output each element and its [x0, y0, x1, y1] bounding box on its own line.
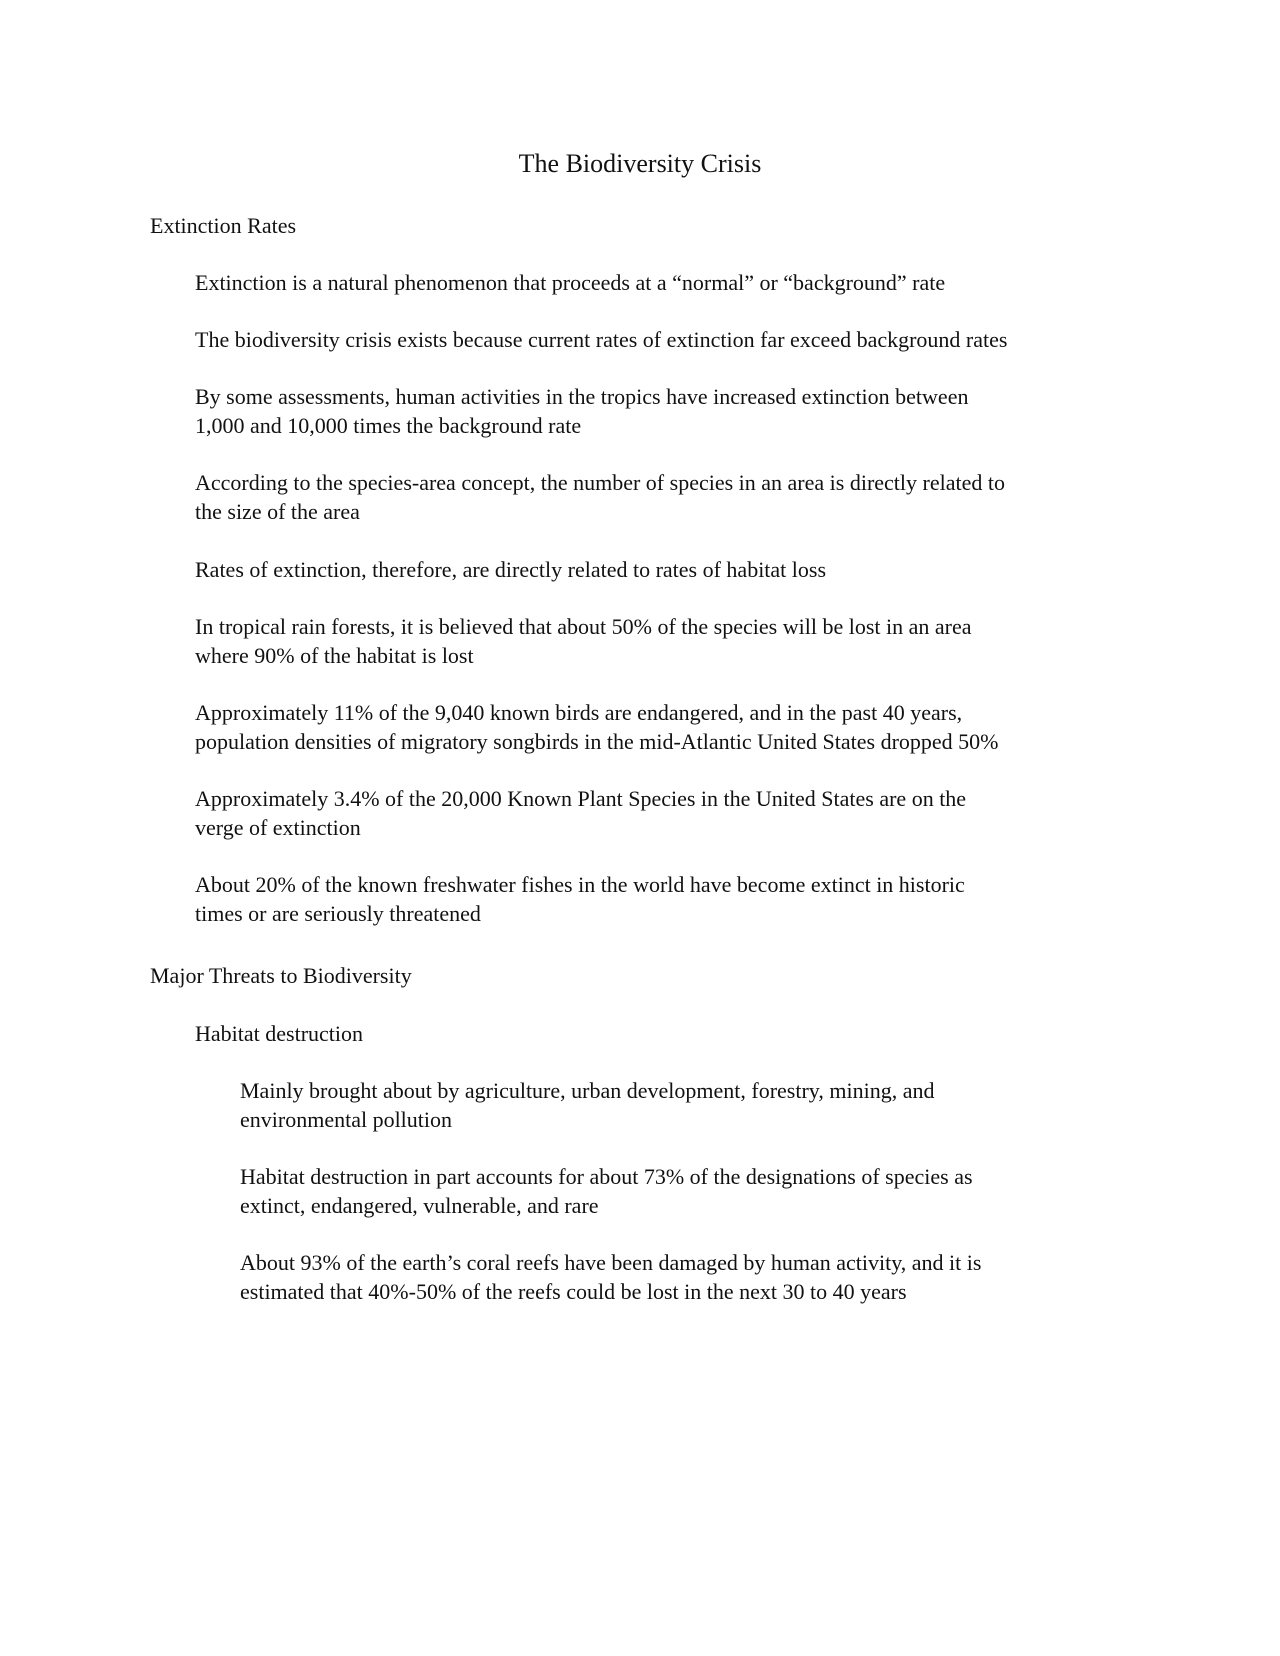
paragraph: Approximately 11% of the 9,040 known birds are endangered, and in the past 40 years, population densities of migratory songbirds in the mid-Atlantic United States dropped 50%	[195, 700, 999, 754]
paragraph: Mainly brought about by agriculture, urban development, forestry, mining, and environmental pollution	[240, 1078, 935, 1132]
paragraph: By some assessments, human activities in the tropics have increased extinction between 1,000 and 10,000 times the background rate	[195, 384, 969, 438]
paragraph: About 93% of the earth’s coral reefs have been damaged by human activity, and it is estimated that 40%-50% of the reefs could be lost in the next 30 to 40 years	[240, 1250, 982, 1304]
paragraph: Habitat destruction in part accounts for about 73% of the designations of species as extinct, endangered, vulnerable, and rare	[240, 1164, 973, 1218]
paragraph: About 20% of the known freshwater fishes in the world have become extinct in historic times or are seriously threatened	[195, 872, 965, 926]
paragraph: The biodiversity crisis exists because current rates of extinction far exceed background rates	[195, 327, 1008, 352]
paragraph: In tropical rain forests, it is believed that about 50% of the species will be lost in an area where 90% of the habitat is lost	[195, 614, 972, 668]
section-heading-extinction-rates: Extinction Rates	[150, 213, 297, 238]
paragraph: According to the species-area concept, the number of species in an area is directly related to the size of the area	[195, 470, 1005, 524]
page-title: The Biodiversity Crisis	[518, 149, 762, 178]
section-heading-major-threats: Major Threats to Biodiversity	[150, 963, 412, 988]
paragraph: Approximately 3.4% of the 20,000 Known Plant Species in the United States are on the verge of extinction	[195, 786, 967, 840]
paragraph: Extinction is a natural phenomenon that proceeds at a “normal” or “background” rate	[195, 270, 946, 295]
paragraph: Rates of extinction, therefore, are directly related to rates of habitat loss	[195, 557, 827, 582]
subheading-habitat-destruction: Habitat destruction	[195, 1021, 364, 1046]
